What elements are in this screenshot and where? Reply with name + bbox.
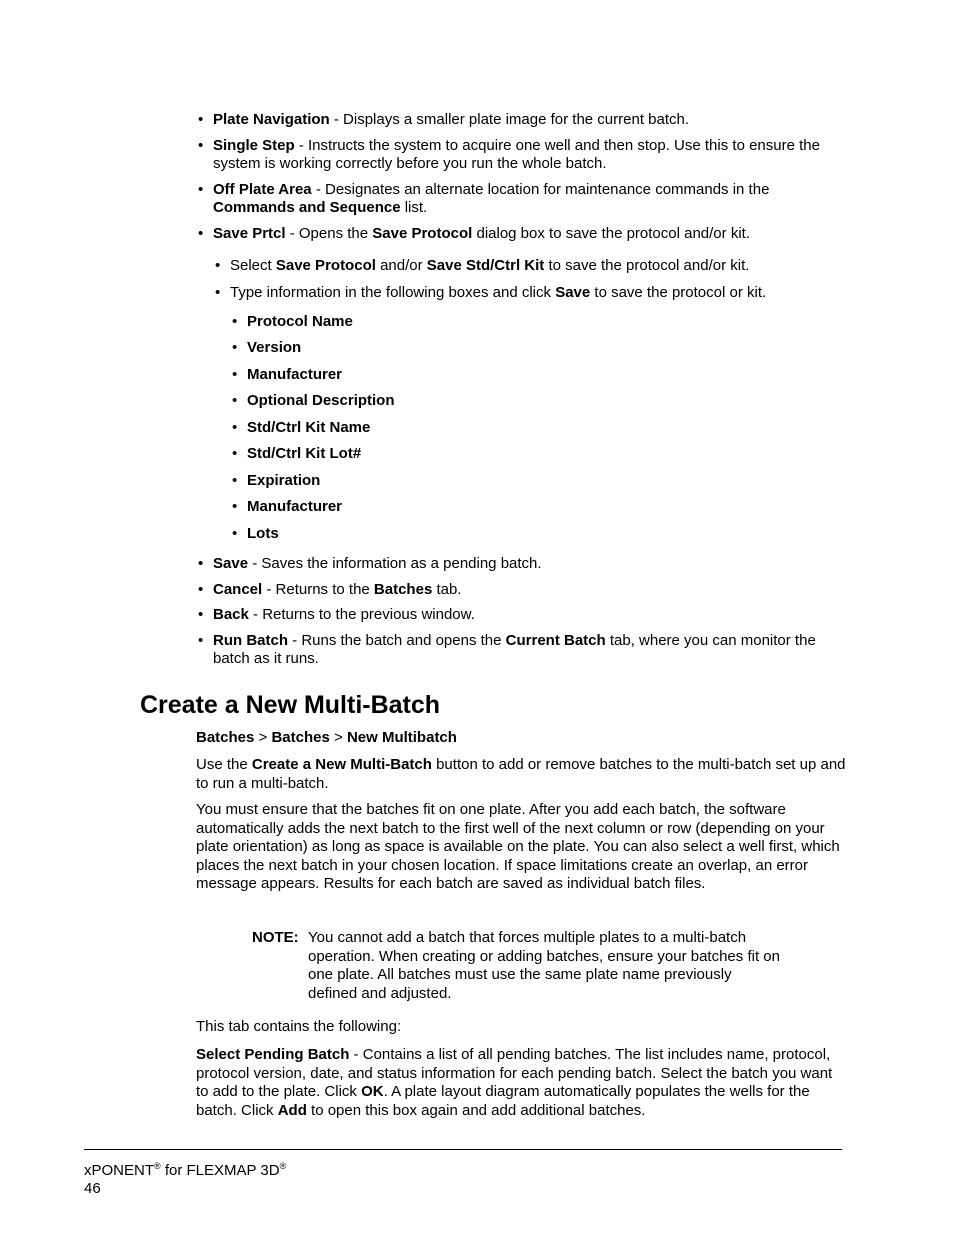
footer-rule xyxy=(84,1149,842,1150)
list-item: • Optional Description xyxy=(230,392,630,411)
body-paragraph: This tab contains the following: xyxy=(196,1018,402,1035)
save-prtcl-sublist xyxy=(213,257,833,311)
list-item: • Run Batch - Runs the batch and opens the Current Batch tab, where you can monitor the batch as it runs. xyxy=(196,632,846,669)
list-item: • Cancel - Returns to the Batches tab. xyxy=(196,581,846,600)
list-item: • Plate Navigation - Displays a smaller plate image for the current batch. xyxy=(196,111,846,130)
feature-list-bottom xyxy=(196,555,846,676)
page-footer xyxy=(84,1162,286,1198)
list-item: • Manufacturer xyxy=(230,366,630,385)
list-item: • Type information in the following boxes and click Save to save the protocol or kit. xyxy=(213,284,833,303)
list-item: • Back - Returns to the previous window. xyxy=(196,606,846,625)
list-item: • Protocol Name xyxy=(230,313,630,332)
list-item: • Save - Saves the information as a pending batch. xyxy=(196,555,846,574)
list-item: • Save Prtcl - Opens the Save Protocol dialog box to save the protocol and/or kit. xyxy=(196,225,846,244)
footer-product: xPONENT® for FLEXMAP 3D® xyxy=(84,1161,287,1179)
body-paragraph: Select Pending Batch - Contains a list of all pending batches. The list includes name, protocol, protocol version, date, and status information for each pending batch. Select the batch you want to add to the plate. Click OK. A plate layout diagram automatically populates the wells for the batch. Click Add to open this box again and add additional batches. xyxy=(196,1046,833,1119)
breadcrumb: Batches > Batches > New Multibatch xyxy=(196,729,457,746)
list-item: • Manufacturer xyxy=(230,498,630,517)
list-item: • Std/Ctrl Kit Name xyxy=(230,419,630,438)
body-paragraph: You must ensure that the batches fit on one plate. After you add each batch, the software automatically adds the next batch to the first well of the next column or row (depending on your plate orientation) as long as space is available on the plate. You can also select a well first, which places the next batch in your chosen location. If space limitations create an overlap, an error message appears. Results for each batch are saved as individual batch files. xyxy=(196,801,840,893)
note-text: You cannot add a batch that forces multiple plates to a multi-batch operation. When creating or adding batches, ensure your batches fit on one plate. All batches must use the same plate name previously defined and adjusted. xyxy=(308,929,780,1002)
list-item: • Lots xyxy=(230,525,630,544)
note-label: NOTE: xyxy=(252,929,299,946)
list-item: • Std/Ctrl Kit Lot# xyxy=(230,445,630,464)
intro-paragraph: Use the Create a New Multi-Batch button to add or remove batches to the multi-batch set up and to run a multi-batch. xyxy=(196,756,846,792)
list-item: • Off Plate Area - Designates an alternate location for maintenance commands in the Commands and Sequence list. xyxy=(196,181,846,218)
feature-list-top xyxy=(196,111,846,251)
list-item: • Version xyxy=(230,339,630,358)
section-heading: Create a New Multi-Batch xyxy=(140,691,441,719)
page-number: 46 xyxy=(84,1180,101,1197)
field-list xyxy=(230,313,630,551)
list-item: • Select Save Protocol and/or Save Std/Ctrl Kit to save the protocol and/or kit. xyxy=(213,257,833,276)
list-item: • Single Step - Instructs the system to acquire one well and then stop. Use this to ensure the system is working correctly before you run the whole batch. xyxy=(196,137,846,174)
list-item: • Expiration xyxy=(230,472,630,491)
